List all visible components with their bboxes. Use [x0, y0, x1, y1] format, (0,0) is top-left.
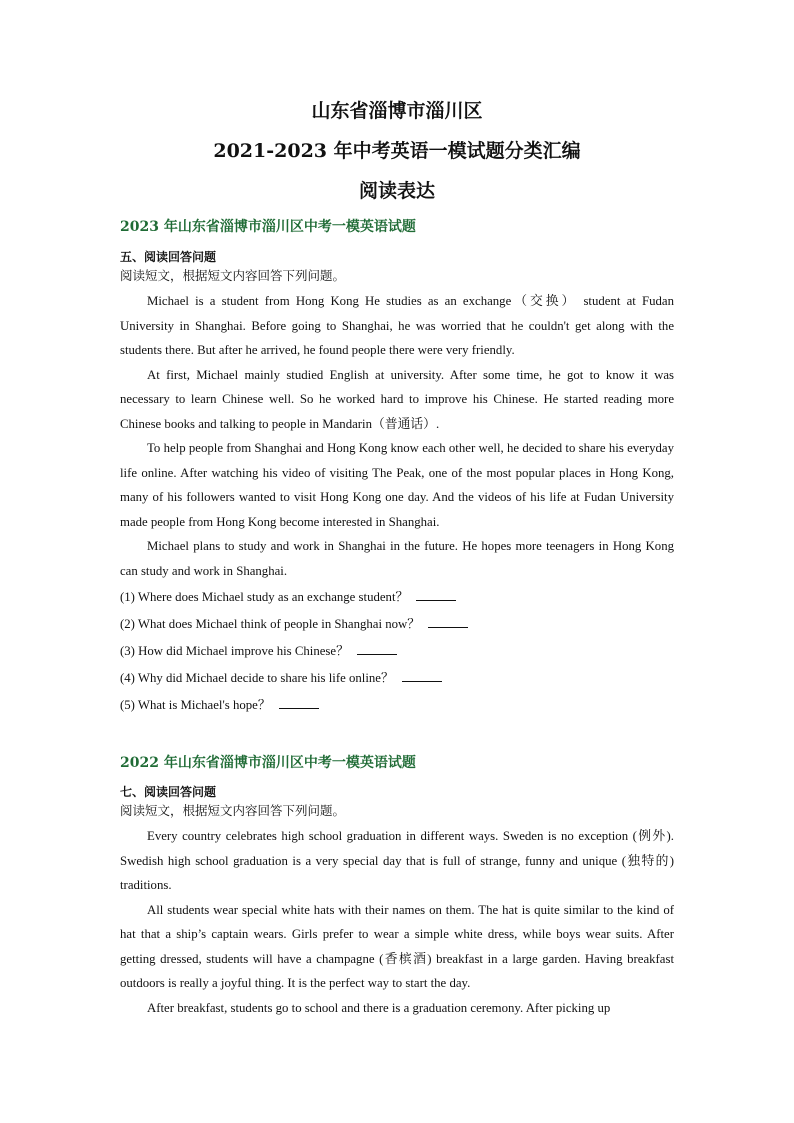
section-2022	[120, 752, 674, 772]
question-text: (3) How did Michael improve his Chinese？	[120, 644, 349, 658]
question-item	[120, 692, 674, 719]
answer-blank[interactable]	[279, 693, 319, 709]
doc-title-collection: 2021-2023 年中考英语一模试题分类汇编	[213, 140, 581, 162]
passage-paragraph: At first, Michael mainly studied English at university. After some time, he got to know it was necessary to learn Chinese well. So he worked hard to improve his Chinese. He started reading more Chinese books and talking to people in Mandarin（普通话）.	[120, 367, 674, 431]
section-2023-subtitle-wrap	[120, 248, 674, 265]
passage-paragraph: Michael plans to study and work in Shanghai in the future. He hopes more teenagers in Hong Kong can study and work in Shanghai.	[120, 539, 674, 578]
passage-paragraph: To help people from Shanghai and Hong Kong know each other well, he decided to share his everyday life online. After watching his video of visiting The Peak, one of the most popular places in Hong Kong, many of his followers wanted to visit Hong Kong one day. And the videos of his life at Fudan University made people from Hong Kong become interested in Shanghai.	[120, 441, 674, 529]
section-subtitle: 五、阅读回答问题	[120, 250, 217, 264]
passage-paragraph: After breakfast, students go to school and there is a graduation ceremony. After picking up	[147, 1000, 611, 1015]
answer-blank[interactable]	[428, 612, 468, 628]
doc-title-topic: 阅读表达	[358, 180, 435, 202]
section-2022-instruction-wrap	[120, 801, 674, 819]
section-2022-subtitle-wrap	[120, 783, 674, 800]
section-2023-instruction-wrap	[120, 266, 674, 284]
section-2023-passage	[120, 289, 674, 583]
question-text: (5) What is Michael's hope？	[120, 698, 271, 712]
question-item	[120, 611, 674, 638]
answer-blank[interactable]	[416, 585, 456, 601]
answer-blank[interactable]	[357, 639, 397, 655]
passage-paragraph: All students wear special white hats with their names on them. The hat is quite similar to the kind of hat that a ship’s captain wears. Girls prefer to wear a simple white dress, while boys wear suits. After getting dressed, students will have a champagne (香槟酒) breakfast in a large garden. Having breakfast outdoors is really a joyful thing. It is the perfect way to start the day.	[120, 902, 674, 990]
question-item	[120, 665, 674, 692]
answer-blank[interactable]	[402, 666, 442, 682]
section-title: 2023 年山东省淄博市淄川区中考一模英语试题	[120, 219, 416, 235]
section-subtitle: 七、阅读回答问题	[120, 785, 217, 799]
question-text: (2) What does Michael think of people in Shanghai now？	[120, 617, 421, 631]
question-item	[120, 638, 674, 665]
doc-title-region: 山东省淄博市淄川区	[311, 100, 483, 122]
section-2022-passage	[120, 824, 674, 1020]
question-list	[120, 584, 674, 719]
passage-paragraph: Every country celebrates high school graduation in different ways. Sweden is no exception (例外). Swedish high school graduation is a very special day that is full of strange, funny and unique (独特的) traditions.	[120, 829, 674, 892]
section-title: 2022 年山东省淄博市淄川区中考一模英语试题	[120, 755, 416, 771]
section-2023	[120, 216, 674, 236]
passage-paragraph: Michael is a student from Hong Kong He studies as an exchange（交换） student at Fudan University in Shanghai. Before going to Shanghai, he was worried that he couldn't get along with the students there. But after he arrived, he found people there were very friendly.	[120, 294, 674, 357]
section-instruction: 阅读短文，根据短文内容回答下列问题。	[120, 268, 346, 283]
question-text: (1) Where does Michael study as an exchange student？	[120, 590, 409, 604]
question-text: (4) Why did Michael decide to share his life online？	[120, 671, 394, 685]
section-instruction: 阅读短文，根据短文内容回答下列问题。	[120, 803, 346, 818]
question-item	[120, 584, 674, 611]
